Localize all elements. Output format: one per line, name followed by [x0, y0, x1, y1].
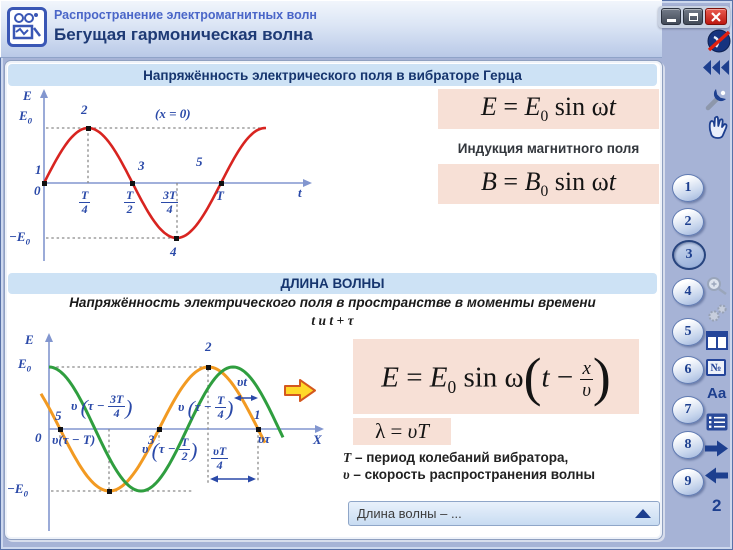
definitions-text — [343, 449, 663, 483]
label-point-2: 2 — [81, 102, 88, 117]
magnifier-icon — [706, 276, 729, 296]
rewind-button[interactable] — [702, 59, 731, 81]
arrow-right-icon — [704, 440, 729, 457]
tick-3T4: $\frac{3T}{4}$ — [163, 188, 177, 217]
gears-icon — [706, 303, 729, 323]
maximize-icon — [689, 13, 698, 21]
definition-speed: υ – скорость распространения волны — [343, 467, 596, 482]
numbering-icon — [706, 359, 726, 376]
sound-toggle-button[interactable] — [705, 28, 732, 60]
label-origin: 0 — [35, 430, 42, 445]
label-point-2: 2 — [205, 339, 212, 354]
definition-bar[interactable] — [348, 501, 660, 526]
numbering-button[interactable] — [706, 359, 726, 376]
label-neg-E0: $-E_0$ — [7, 481, 28, 499]
next-button[interactable] — [704, 440, 729, 462]
label-v-tau-T4: υ (τ − $\frac{T}{4}$ ) — [178, 393, 234, 422]
settings-button[interactable] — [706, 303, 729, 328]
definition-period: T – период колебаний вибратора, — [343, 450, 569, 465]
list-icon — [706, 413, 728, 431]
app-title: Распространение электромагнитных волн — [54, 8, 317, 22]
hand-tool-button[interactable] — [704, 115, 730, 146]
definition-bar-label: Длина волны – ... — [357, 506, 462, 521]
label-vT4: $\frac{\upsilon T}{4}$ — [213, 444, 227, 473]
page-number — [712, 496, 721, 516]
panel1-header: Напряжённость электрического поля в вибраторе Герца — [8, 64, 657, 86]
panel2-subtitle: Напряжённость электрического поля в пространстве в моменты времени — [69, 295, 596, 310]
slide-button-5[interactable]: 5 — [672, 318, 704, 346]
formula-lambda-box — [353, 418, 451, 445]
label-v-tau-T2: υ (τ − $\frac{T}{2}$ ) — [142, 435, 198, 464]
content-panel — [4, 60, 663, 540]
formula-e-box — [438, 89, 659, 129]
app-logo-graphic — [10, 10, 44, 44]
wavelength-graph — [7, 331, 341, 539]
list-button[interactable] — [706, 413, 728, 436]
tick-T: T — [216, 188, 224, 203]
label-point-3: 3 — [138, 158, 145, 173]
label-vt: υt — [237, 374, 247, 389]
title-bar — [0, 0, 662, 58]
hand-icon — [704, 115, 730, 141]
layout-button[interactable] — [706, 331, 728, 355]
formula-travelling-wave: $E = E_0$ sin ω(t − $\frac{x}{\upsilon}$ ) — [381, 346, 611, 407]
panel2-times-label: t и t + τ — [311, 313, 354, 328]
label-point-5: 5 — [55, 408, 62, 423]
hertz-oscillation-graph — [9, 87, 319, 269]
page-title: Бегущая гармоническая волна — [54, 25, 313, 44]
zoom-button[interactable] — [706, 276, 729, 301]
label-origin: 0 — [34, 183, 41, 198]
yellow-arrow-icon — [284, 378, 317, 403]
magnetic-induction-caption: Индукция магнитного поля — [457, 141, 640, 156]
label-point-3: 3 — [148, 432, 155, 447]
prev-button[interactable] — [704, 467, 729, 489]
label-point-5: 5 — [196, 154, 203, 169]
font-button[interactable] — [707, 385, 726, 403]
maximize-button[interactable] — [683, 8, 703, 25]
slide-button-1[interactable]: 1 — [672, 174, 704, 202]
label-t-axis: t — [298, 185, 302, 200]
slide-button-3[interactable]: 3 — [672, 240, 706, 270]
page-number-label: 2 — [712, 496, 722, 515]
tick-T4: $\frac{T}{4}$ — [81, 188, 89, 217]
label-v-tau: υτ — [258, 431, 271, 446]
label-E0: $E_0$ — [19, 108, 33, 126]
label-point-1: 1 — [35, 162, 42, 177]
wave-direction-arrow — [284, 378, 317, 408]
slide-button-2[interactable]: 2 — [672, 208, 704, 236]
tools-button[interactable] — [704, 86, 730, 117]
numbering-glyph: № — [710, 361, 722, 374]
arrow-left-icon — [704, 467, 729, 484]
label-E: E — [23, 88, 32, 103]
window-controls — [658, 6, 730, 28]
window-panes-icon — [706, 331, 728, 350]
label-X-axis: X — [313, 432, 322, 447]
wrench-icon — [704, 86, 730, 112]
slide-button-9[interactable]: 9 — [672, 468, 704, 496]
panel2-header: ДЛИНА ВОЛНЫ — [8, 273, 657, 294]
rewind-icon — [702, 59, 731, 76]
tick-T2: $\frac{T}{2}$ — [126, 188, 134, 217]
close-icon — [711, 12, 721, 22]
label-point-1: 1 — [254, 407, 261, 422]
slide-button-7[interactable]: 7 — [672, 396, 704, 424]
formula-e-field: $E = E_0$ sin ωt — [481, 91, 616, 126]
slide-button-4[interactable]: 4 — [672, 278, 704, 306]
mute-icon — [705, 28, 732, 55]
label-E: E — [25, 332, 34, 347]
expand-icon[interactable] — [635, 509, 651, 518]
formula-b-field: $B = B_0$ sin ωt — [481, 166, 616, 201]
label-x-equals-0: (x = 0) — [155, 106, 191, 121]
label-E0: $E_0$ — [18, 356, 32, 374]
minimize-button[interactable] — [661, 8, 681, 25]
close-button[interactable] — [705, 8, 727, 25]
minimize-icon — [667, 19, 676, 22]
formula-b-box — [438, 164, 659, 204]
label-v-tau-3T4: υ (τ − $\frac{3T}{4}$ ) — [71, 392, 133, 421]
app-logo-icon — [7, 7, 47, 47]
formula-wave-box — [353, 339, 639, 414]
label-point-4: 4 — [170, 244, 177, 259]
slide-button-6[interactable]: 6 — [672, 356, 704, 384]
label-v-tau-T: υ(τ − T) — [52, 432, 96, 447]
font-icon: Aa — [707, 385, 727, 402]
label-neg-E0: $-E_0$ — [9, 229, 30, 247]
formula-wavelength: λ = υT — [375, 419, 429, 443]
slide-button-8[interactable]: 8 — [672, 431, 704, 459]
